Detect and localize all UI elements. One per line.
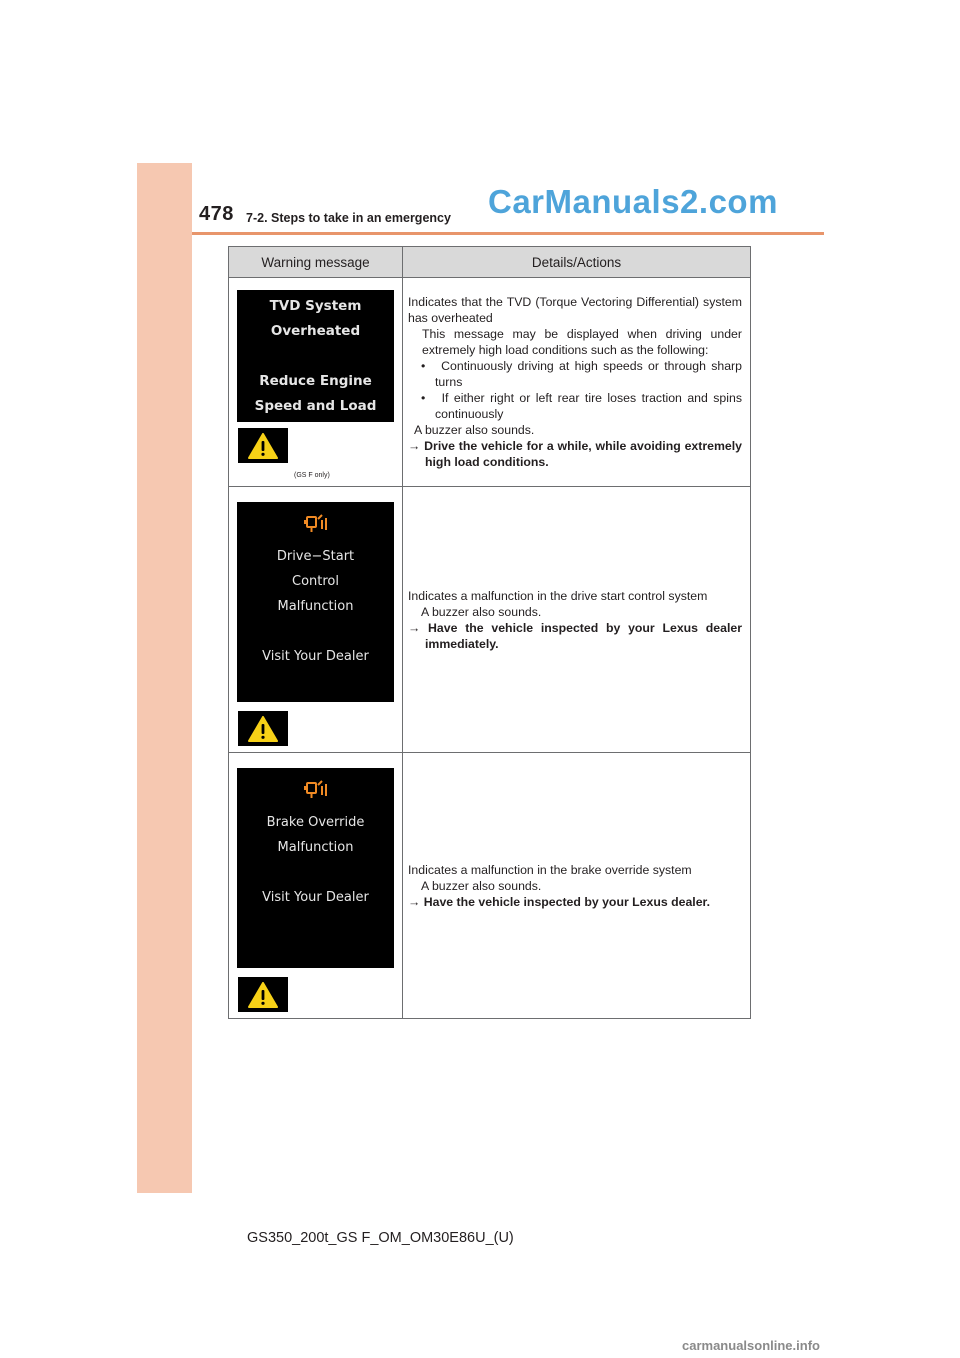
details-actions-header: Details/Actions bbox=[403, 247, 751, 278]
bullet-item bbox=[408, 358, 742, 390]
display-line: TVD System bbox=[269, 297, 362, 314]
warning-triangle-icon bbox=[238, 977, 288, 1012]
header-rule bbox=[192, 232, 824, 235]
arrow-symbol: → bbox=[408, 620, 421, 635]
action-text bbox=[408, 894, 742, 910]
engine-warning-icon bbox=[303, 778, 329, 800]
display-line: Visit Your Dealer bbox=[262, 649, 369, 664]
bullet-text: Continuously driving at high speeds or through sharp turns bbox=[435, 359, 742, 389]
description-text: Indicates a malfunction in the brake override system bbox=[408, 862, 692, 877]
side-tab bbox=[137, 163, 192, 1193]
table-row bbox=[229, 753, 751, 1019]
watermark-logo[interactable]: CarManuals2.com bbox=[488, 183, 778, 220]
buzzer-text: A buzzer also sounds. bbox=[414, 423, 535, 437]
condition-text: This message may be displayed when driving under extremely high load conditions such as the following: bbox=[422, 327, 742, 357]
description-text: Indicates a malfunction in the drive start control system bbox=[408, 588, 708, 603]
brake-override-display bbox=[237, 768, 394, 968]
warning-image-cell bbox=[229, 753, 403, 1019]
details-cell bbox=[403, 487, 751, 753]
display-line: Visit Your Dealer bbox=[262, 890, 369, 905]
action-text bbox=[408, 438, 742, 470]
action-label: Drive the vehicle for a while, while avoiding extremely high load conditions. bbox=[424, 439, 742, 469]
drive-start-display bbox=[237, 502, 394, 702]
display-line: Drive−Start bbox=[276, 549, 355, 564]
warning-image-cell bbox=[229, 487, 403, 753]
description-text: Indicates that the TVD (Torque Vectoring Differential) system has overheated bbox=[408, 295, 742, 325]
bullet-symbol: • bbox=[421, 391, 426, 405]
page-number: 478 bbox=[199, 203, 234, 225]
action-label: Have the vehicle inspected by your Lexus dealer. bbox=[423, 894, 711, 909]
display-line: Overheated bbox=[270, 322, 361, 339]
arrow-symbol: → bbox=[408, 439, 421, 453]
display-line: Brake Override bbox=[266, 815, 365, 830]
bullet-text: If either right or left rear tire loses traction and spins continuously bbox=[435, 391, 742, 421]
engine-warning-icon bbox=[303, 512, 329, 534]
gs-f-only-note: (GS F only) bbox=[294, 472, 330, 479]
details-cell bbox=[403, 753, 751, 1019]
buzzer-text: A buzzer also sounds. bbox=[421, 878, 542, 893]
table-row bbox=[229, 487, 751, 753]
display-line: Malfunction bbox=[277, 840, 354, 855]
action-text bbox=[408, 620, 742, 652]
section-title: 7-2. Steps to take in an emergency bbox=[246, 211, 451, 225]
warning-triangle-icon bbox=[238, 711, 288, 746]
warning-message-header: Warning message bbox=[229, 247, 403, 278]
bullet-symbol: • bbox=[421, 359, 426, 373]
table-row bbox=[229, 278, 751, 487]
display-line: Malfunction bbox=[277, 599, 354, 614]
warning-image-cell bbox=[229, 278, 403, 487]
tvd-message-display bbox=[237, 290, 394, 422]
bullet-item bbox=[408, 390, 742, 422]
warning-triangle-icon bbox=[238, 428, 288, 463]
document-code: GS350_200t_GS F_OM_OM30E86U_(U) bbox=[247, 1230, 514, 1246]
action-label: Have the vehicle inspected by your Lexus dealer immediately. bbox=[425, 620, 742, 651]
buzzer-text: A buzzer also sounds. bbox=[421, 604, 542, 619]
footer-watermark[interactable]: carmanualsonline.info bbox=[682, 1338, 820, 1353]
arrow-symbol: → bbox=[408, 894, 421, 909]
warning-message-table bbox=[228, 246, 751, 1019]
table-header-row bbox=[229, 247, 751, 278]
display-line: Reduce Engine bbox=[259, 372, 372, 389]
details-cell bbox=[403, 278, 751, 487]
display-line: Speed and Load bbox=[254, 397, 377, 414]
display-line: Control bbox=[292, 574, 339, 589]
